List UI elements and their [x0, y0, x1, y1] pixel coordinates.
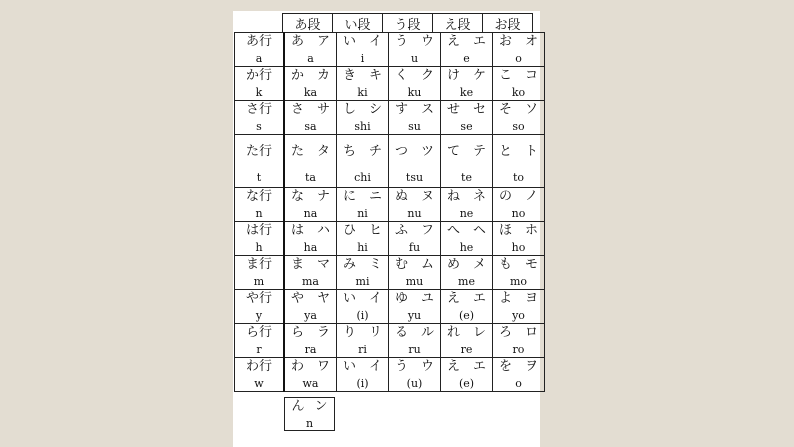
katakana: サ	[316, 102, 330, 117]
romaji: ke	[459, 86, 474, 99]
hiragana: か	[291, 68, 305, 83]
katakana: ウ	[420, 359, 434, 374]
kana-cell	[337, 101, 389, 135]
katakana: ワ	[316, 359, 330, 374]
hiragana: や	[291, 291, 305, 306]
kana-cell	[284, 358, 337, 392]
romaji: (u)	[406, 377, 423, 390]
kana-cell	[493, 135, 545, 188]
romaji: chi	[354, 171, 371, 184]
hiragana: い	[343, 34, 357, 49]
katakana: レ	[472, 325, 486, 340]
gyou-row	[235, 135, 545, 188]
romaji: ku	[407, 86, 422, 99]
kana-cell	[337, 135, 389, 188]
katakana: ス	[420, 102, 434, 117]
kana-cell	[284, 256, 337, 290]
gyou-romaji: r	[256, 343, 262, 356]
katakana: ホ	[524, 223, 538, 238]
kana-cell	[337, 324, 389, 358]
gyou-row	[235, 222, 545, 256]
gyou-header	[235, 101, 285, 135]
kana-cell	[441, 33, 493, 67]
kana-cell	[284, 290, 337, 324]
kana-cell	[284, 67, 337, 101]
gyou-row	[235, 358, 545, 392]
hiragana: を	[499, 359, 513, 374]
hiragana: う	[395, 359, 409, 374]
gyou-romaji: n	[255, 207, 263, 220]
gyou-romaji: s	[256, 120, 262, 133]
kana-cell	[493, 101, 545, 135]
kana-cell	[441, 324, 493, 358]
hiragana: に	[343, 189, 357, 204]
gyou-label: か行	[245, 68, 272, 83]
romaji: nu	[407, 207, 422, 220]
kana-cell	[284, 33, 337, 67]
romaji: mo	[509, 275, 528, 288]
katakana: シ	[368, 102, 382, 117]
hiragana: う	[395, 34, 409, 49]
katakana: ニ	[368, 189, 382, 204]
kana-cell	[337, 33, 389, 67]
hiragana: た	[291, 144, 305, 159]
romaji: o	[515, 377, 522, 390]
hiragana: ね	[447, 189, 461, 204]
romaji: se	[460, 120, 473, 133]
katakana: ヘ	[472, 223, 486, 238]
romaji: ne	[459, 207, 474, 220]
katakana: タ	[316, 144, 330, 159]
kana-cell	[389, 256, 441, 290]
n-kana-cell	[284, 397, 335, 431]
kana-cell	[389, 222, 441, 256]
katakana: オ	[524, 34, 538, 49]
katakana: キ	[368, 68, 382, 83]
romaji: tsu	[405, 171, 424, 184]
gyou-romaji: w	[254, 377, 264, 390]
gyou-row	[235, 290, 545, 324]
kana-cell	[493, 67, 545, 101]
romaji: me	[458, 275, 475, 288]
gyou-row	[235, 324, 545, 358]
kana-cell	[493, 290, 545, 324]
kana-cell	[389, 135, 441, 188]
katakana: イ	[368, 34, 382, 49]
kana-cell	[493, 324, 545, 358]
katakana: ア	[316, 34, 330, 49]
katakana: セ	[472, 102, 486, 117]
kana-cell	[441, 222, 493, 256]
romaji: yu	[407, 309, 422, 322]
hiragana: と	[499, 144, 513, 159]
kana-cell	[389, 324, 441, 358]
kana-cell	[493, 256, 545, 290]
romaji: ki	[357, 86, 368, 99]
katakana: ケ	[472, 68, 486, 83]
katakana: マ	[316, 257, 330, 272]
kana-cell	[337, 358, 389, 392]
katakana: ネ	[472, 189, 486, 204]
gyou-romaji: y	[255, 309, 263, 322]
hiragana: す	[395, 102, 409, 117]
kana-cell	[441, 256, 493, 290]
romaji: ri	[358, 343, 367, 356]
romaji: no	[511, 207, 526, 220]
hiragana: よ	[499, 291, 513, 306]
kana-cell	[337, 256, 389, 290]
romaji: he	[459, 241, 474, 254]
kana-table	[234, 32, 545, 392]
gyou-romaji: a	[255, 52, 263, 65]
katakana: ノ	[524, 189, 538, 204]
katakana: エ	[472, 359, 486, 374]
katakana: ユ	[420, 291, 434, 306]
romaji: o	[515, 52, 522, 65]
hiragana: あ	[291, 34, 305, 49]
kana-cell	[493, 358, 545, 392]
kana-cell	[441, 67, 493, 101]
romaji: sa	[304, 120, 317, 133]
katakana: ウ	[420, 34, 434, 49]
gyou-header	[235, 188, 285, 222]
hiragana: え	[447, 34, 461, 49]
dan-header: う段	[382, 13, 433, 33]
hiragana: も	[499, 257, 513, 272]
hiragana: ほ	[499, 223, 513, 238]
katakana: チ	[368, 144, 382, 159]
hiragana: ち	[343, 144, 357, 159]
katakana: ン	[314, 399, 328, 414]
katakana: ト	[524, 144, 538, 159]
katakana: エ	[472, 291, 486, 306]
romaji: e	[463, 52, 470, 65]
katakana: ム	[420, 257, 434, 272]
hiragana: け	[447, 68, 461, 83]
hiragana: き	[343, 68, 357, 83]
kana-cell	[441, 358, 493, 392]
hiragana: さ	[291, 102, 305, 117]
gyou-romaji: t	[256, 171, 262, 184]
romaji: mu	[405, 275, 424, 288]
romaji: so	[512, 120, 525, 133]
gyou-label: さ行	[245, 102, 272, 117]
katakana: ロ	[524, 325, 538, 340]
hiragana: ろ	[499, 325, 513, 340]
katakana: フ	[420, 223, 434, 238]
romaji: hi	[357, 241, 368, 254]
hiragana: ゆ	[395, 291, 409, 306]
gyou-header	[235, 67, 285, 101]
katakana: イ	[368, 291, 382, 306]
dan-header: え段	[432, 13, 483, 33]
hiragana: ぬ	[395, 189, 409, 204]
dan-header: あ段	[282, 13, 333, 33]
gyou-label: ま行	[245, 257, 272, 272]
kana-cell	[284, 188, 337, 222]
hiragana: つ	[395, 144, 409, 159]
hiragana: く	[395, 68, 409, 83]
hiragana: ら	[291, 325, 305, 340]
gyou-romaji: k	[255, 86, 263, 99]
hiragana: む	[395, 257, 409, 272]
katakana: ヲ	[524, 359, 538, 374]
kana-cell	[284, 222, 337, 256]
romaji: i	[360, 52, 365, 65]
gyou-label: わ行	[245, 359, 272, 374]
hiragana: せ	[447, 102, 461, 117]
katakana: テ	[472, 144, 486, 159]
hiragana: へ	[447, 223, 461, 238]
romaji: ra	[304, 343, 317, 356]
katakana: ミ	[368, 257, 382, 272]
romaji: (i)	[356, 309, 369, 322]
hiragana: み	[343, 257, 357, 272]
gyou-label: な行	[245, 189, 272, 204]
romaji: ru	[408, 343, 421, 356]
katakana: メ	[472, 257, 486, 272]
romaji: ni	[357, 207, 368, 220]
katakana: ク	[420, 68, 434, 83]
dan-header-row	[283, 13, 533, 33]
romaji: (i)	[356, 377, 369, 390]
romaji: wa	[302, 377, 319, 390]
hiragana: て	[447, 144, 461, 159]
kana-cell	[337, 67, 389, 101]
romaji: a	[307, 52, 314, 65]
hiragana: そ	[499, 102, 513, 117]
gyou-row	[235, 33, 545, 67]
gyou-header	[235, 256, 285, 290]
romaji: shi	[354, 120, 371, 133]
katakana: ハ	[316, 223, 330, 238]
kana-cell	[284, 324, 337, 358]
gyou-romaji: m	[253, 275, 265, 288]
kana-cell	[441, 101, 493, 135]
gyou-label: あ行	[245, 34, 272, 49]
hiragana: い	[343, 359, 357, 374]
hiragana: れ	[447, 325, 461, 340]
dan-header: い段	[332, 13, 383, 33]
katakana: ル	[420, 325, 434, 340]
gyou-row	[235, 188, 545, 222]
gyou-header	[235, 33, 285, 67]
romaji: u	[410, 52, 419, 65]
hiragana: り	[343, 325, 357, 340]
romaji: ka	[303, 86, 318, 99]
romaji: na	[303, 207, 318, 220]
kana-cell	[493, 33, 545, 67]
romaji: ko	[511, 86, 526, 99]
hiragana: は	[291, 223, 305, 238]
gyou-header	[235, 290, 285, 324]
kana-cell	[389, 188, 441, 222]
katakana: ヤ	[316, 291, 330, 306]
gyou-romaji: h	[255, 241, 263, 254]
hiragana: し	[343, 102, 357, 117]
kana-cell	[493, 188, 545, 222]
kana-cell	[389, 33, 441, 67]
hiragana: な	[291, 189, 305, 204]
romaji: (e)	[458, 309, 475, 322]
katakana: コ	[524, 68, 538, 83]
gyou-header	[235, 135, 285, 188]
hiragana: い	[343, 291, 357, 306]
kana-cell	[441, 290, 493, 324]
kana-cell	[389, 358, 441, 392]
hiragana: こ	[499, 68, 513, 83]
romaji: ro	[512, 343, 525, 356]
romaji: mi	[355, 275, 370, 288]
romaji: yo	[512, 309, 525, 322]
kana-cell	[441, 135, 493, 188]
hiragana: ふ	[395, 223, 409, 238]
romaji: te	[461, 171, 472, 184]
katakana: ヌ	[420, 189, 434, 204]
katakana: ラ	[316, 325, 330, 340]
romaji: su	[408, 120, 421, 133]
gyou-row	[235, 101, 545, 135]
katakana: ヒ	[368, 223, 382, 238]
katakana: ナ	[316, 189, 330, 204]
gyou-row	[235, 256, 545, 290]
hiragana: ん	[291, 399, 305, 414]
hiragana: る	[395, 325, 409, 340]
romaji: ta	[305, 171, 316, 184]
romaji: fu	[408, 241, 421, 254]
kana-cell	[337, 188, 389, 222]
hiragana: え	[447, 359, 461, 374]
katakana: カ	[316, 68, 330, 83]
romaji: ha	[303, 241, 318, 254]
kana-cell	[284, 135, 337, 188]
hiragana: お	[499, 34, 513, 49]
hiragana: ま	[291, 257, 305, 272]
kana-cell	[389, 290, 441, 324]
kana-cell	[337, 222, 389, 256]
katakana: リ	[368, 325, 382, 340]
katakana: エ	[472, 34, 486, 49]
katakana: ツ	[420, 144, 434, 159]
kana-cell	[284, 101, 337, 135]
romaji: ho	[511, 241, 526, 254]
gyou-row	[235, 67, 545, 101]
katakana: ヨ	[524, 291, 538, 306]
gyou-header	[235, 358, 285, 392]
katakana: イ	[368, 359, 382, 374]
gyou-header	[235, 324, 285, 358]
gyou-header	[235, 222, 285, 256]
gyou-label: は行	[245, 223, 272, 238]
hiragana: わ	[291, 359, 305, 374]
kana-cell	[389, 67, 441, 101]
romaji: re	[460, 343, 473, 356]
hiragana: ひ	[343, 223, 357, 238]
kana-cell	[389, 101, 441, 135]
dan-header: お段	[482, 13, 533, 33]
romaji: (e)	[458, 377, 475, 390]
romaji: ma	[302, 275, 319, 288]
katakana: モ	[524, 257, 538, 272]
romaji: to	[512, 171, 525, 184]
hiragana: め	[447, 257, 461, 272]
gyou-label: や行	[245, 291, 272, 306]
kana-cell	[441, 188, 493, 222]
katakana: ソ	[524, 102, 538, 117]
kana-cell	[337, 290, 389, 324]
romaji: n	[305, 417, 314, 430]
hiragana: え	[447, 291, 461, 306]
gyou-label: ら行	[245, 325, 272, 340]
hiragana: の	[499, 189, 513, 204]
kana-cell	[493, 222, 545, 256]
gyou-label: た行	[245, 144, 272, 159]
romaji: ya	[304, 309, 317, 322]
